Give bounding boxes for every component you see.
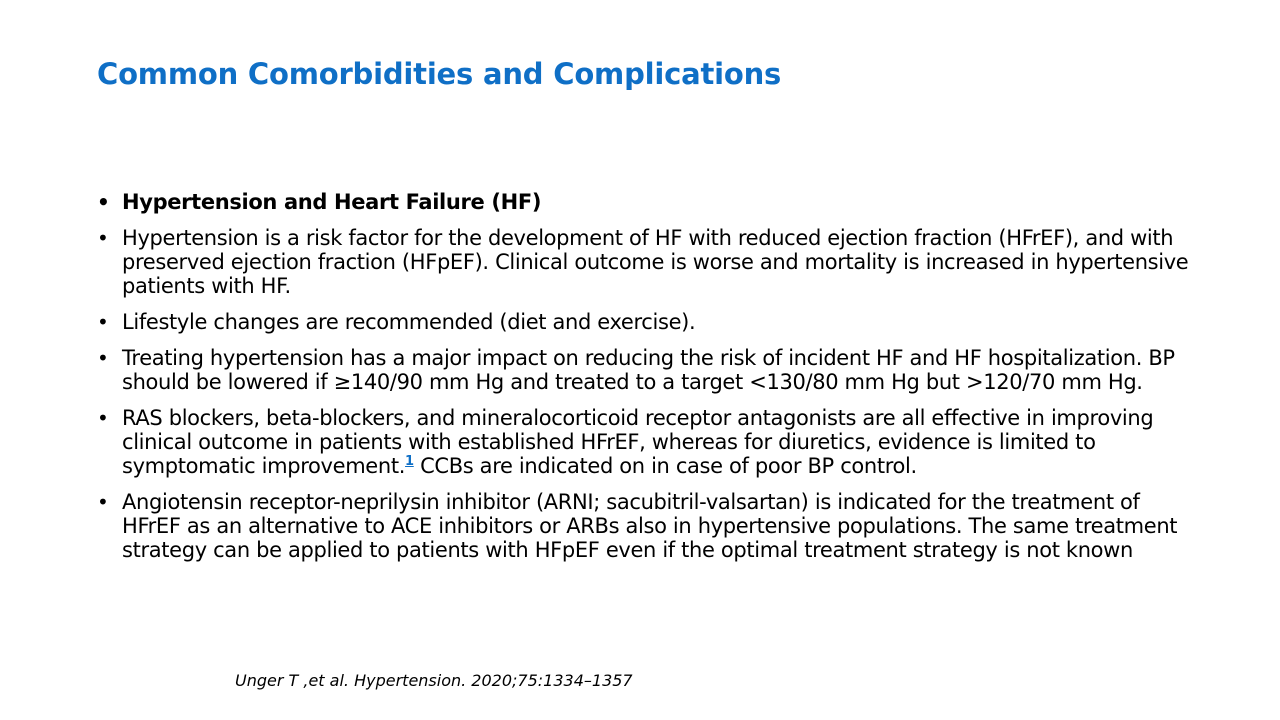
bullet-item [97,406,1197,478]
bullet-list [97,190,1197,574]
bullet-text: CCBs are indicated on in case of poor BP control. [413,454,917,478]
reference-link[interactable]: 1 [405,454,414,469]
bullet-item: • Angiotensin receptor-neprilysin inhibitor (ARNI; sacubitril-valsartan) is indicated for the treatment of HFrEF as an alternative to ACE inhibitors or ARBs also in hypertensive populations. The same treatment strategy can be applied to patients with HFpEF even if the optimal treatment strategy is not known [97,490,1197,562]
slide-title: Common Comorbidities and Complications [97,57,782,91]
bullet-heading: • Hypertension and Heart Failure (HF) [97,190,1197,214]
bullet-item: • Hypertension is a risk factor for the development of HF with reduced ejection fraction (HFrEF), and with preserved ejection fraction (HFpEF). Clinical outcome is worse and mortality is increased in hypertensive patients with HF. [97,226,1197,298]
citation: Unger T ,et al. Hypertension. 2020;75:1334–1357 [235,671,633,690]
bullet-item: • Treating hypertension has a major impact on reducing the risk of incident HF and HF hospitalization. BP should be lowered if ≥140/90 mm Hg and treated to a target <130/80 mm Hg but >120/70 mm Hg. [97,346,1197,394]
bullet-text: RAS blockers, beta-blockers, and mineralocorticoid receptor antagonists are all effective in improving clinical outcome in patients with established HFrEF, whereas for diuretics, evidence is limited to symptomatic improvement. [122,406,1154,478]
bullet-item: • Lifestyle changes are recommended (diet and exercise). [97,310,1197,334]
